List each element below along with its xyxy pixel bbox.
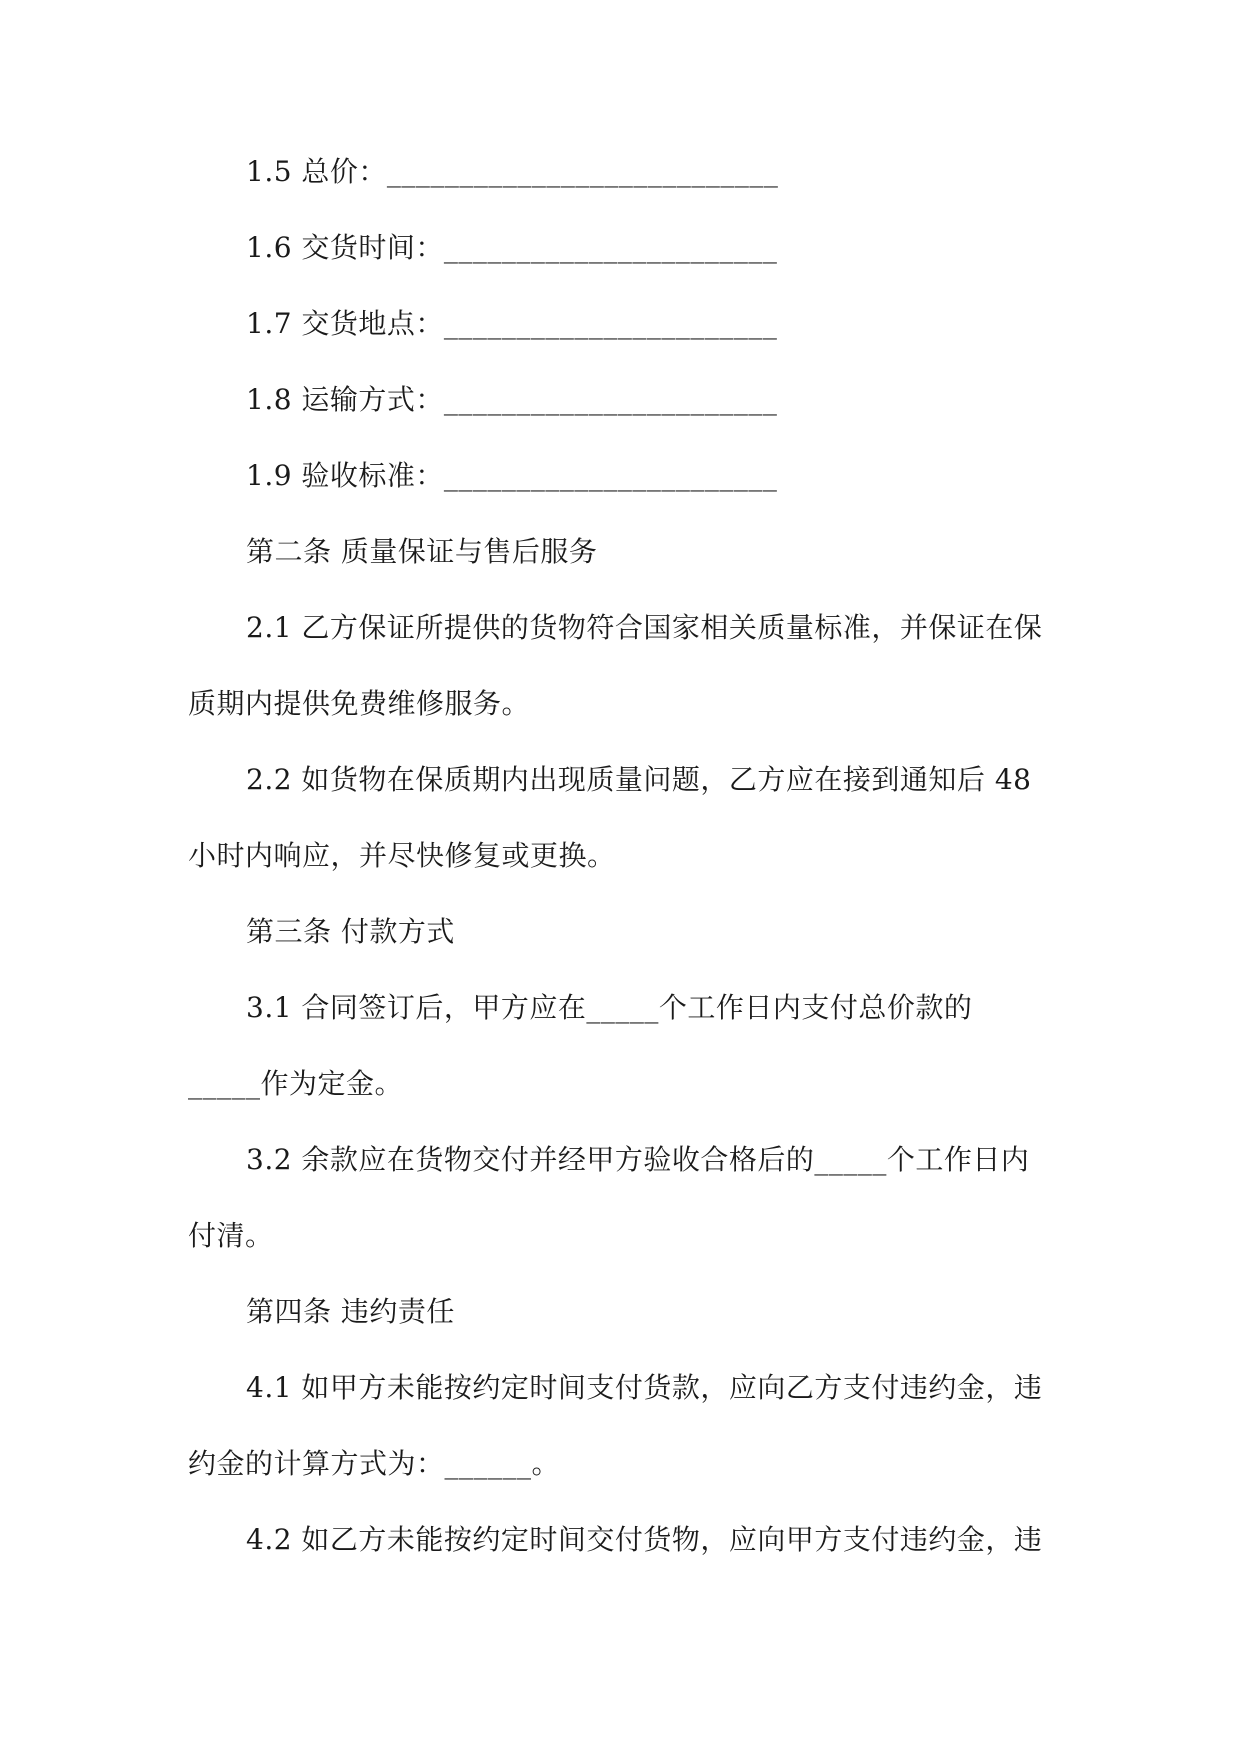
clause-4-1-line-2: 约金的计算方式为：______。 [188,1447,561,1480]
clause-1-6-delivery-time: 1.6 交货时间：_______________________ [246,231,778,264]
clause-1-9-acceptance-standard: 1.9 验收标准：_______________________ [246,459,778,492]
clause-4-2-line-1: 4.2 如乙方未能按约定时间交付货物，应向甲方支付违约金，违 [246,1523,1043,1556]
article-4-heading: 第四条 违约责任 [246,1295,455,1328]
clause-3-2-line-2: 付清。 [188,1219,274,1252]
clause-2-1-line-1: 2.1 乙方保证所提供的货物符合国家相关质量标准，并保证在保 [246,611,1043,644]
clause-1-7-delivery-place: 1.7 交货地点：_______________________ [246,307,778,340]
clause-2-1-line-2: 质期内提供免费维修服务。 [188,687,531,720]
article-2-heading: 第二条 质量保证与售后服务 [246,535,598,568]
clause-3-2-line-1: 3.2 余款应在货物交付并经甲方验收合格后的_____个工作日内 [246,1143,1030,1176]
clause-1-8-transport-method: 1.8 运输方式：_______________________ [246,383,778,416]
clause-4-1-line-1: 4.1 如甲方未能按约定时间支付货款，应向乙方支付违约金，违 [246,1371,1043,1404]
clause-2-2-line-1: 2.2 如货物在保质期内出现质量问题，乙方应在接到通知后 48 [246,763,1032,796]
clause-3-1-line-2: _____作为定金。 [188,1067,404,1100]
clause-1-5-total-price: 1.5 总价：___________________________ [246,155,779,188]
article-3-heading: 第三条 付款方式 [246,915,455,948]
clause-3-1-line-1: 3.1 合同签订后，甲方应在_____个工作日内支付总价款的 [246,991,973,1024]
clause-2-2-line-2: 小时内响应，并尽快修复或更换。 [188,839,616,872]
